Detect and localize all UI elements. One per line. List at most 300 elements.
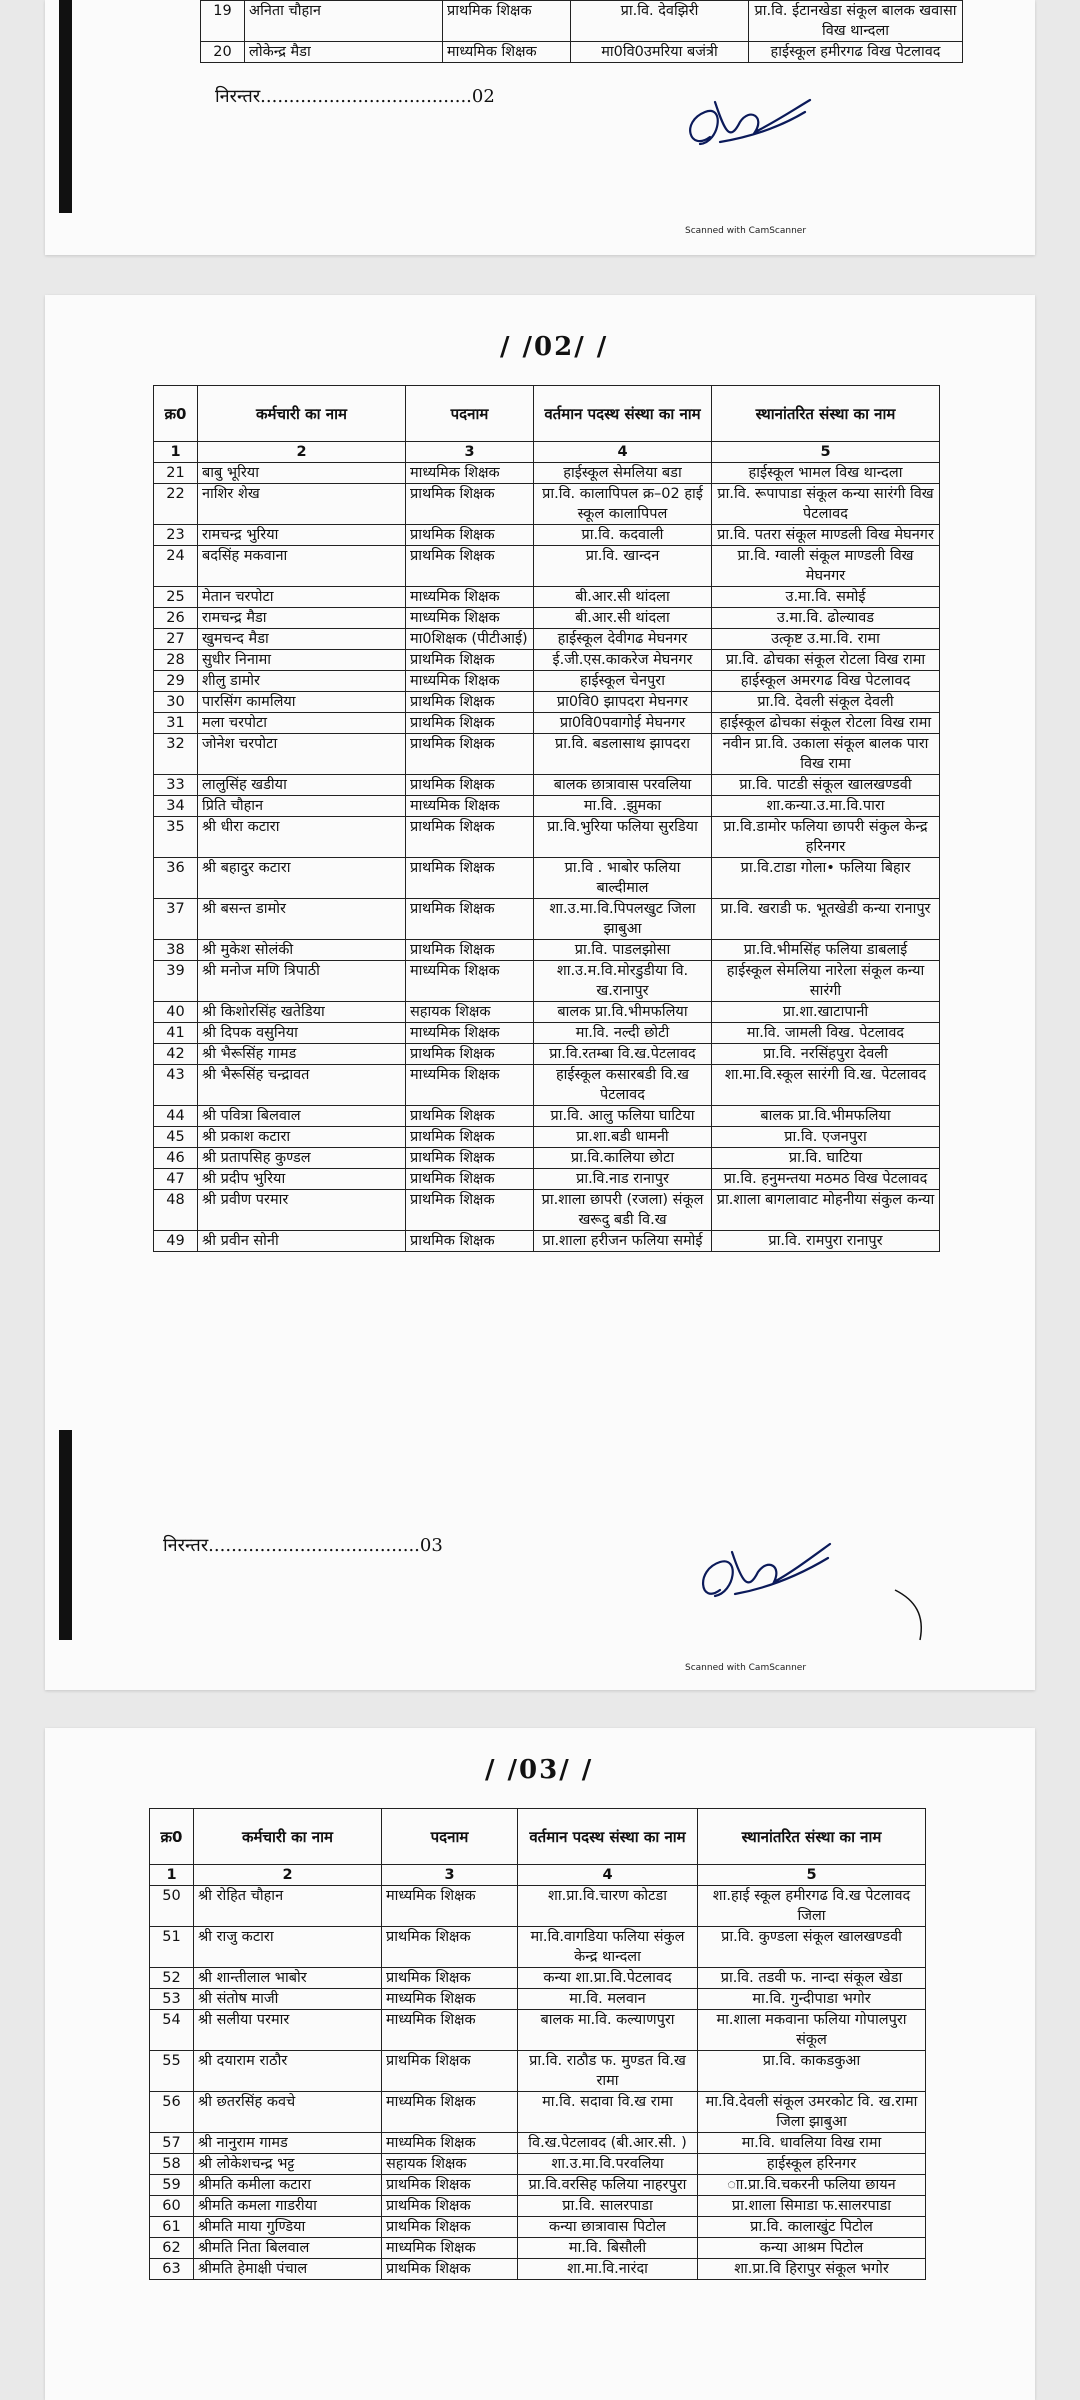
cell-name: रामचन्द्र भुरिया	[198, 525, 406, 546]
cell-transfer: प्रा.शाला सिमाडा फ.सालरपाडा	[698, 2196, 926, 2217]
cell-post: प्राथमिक शिक्षक	[406, 692, 534, 713]
table-row	[154, 671, 940, 692]
cell-current: प्रा.वि. सालरपाडा	[518, 2196, 698, 2217]
col-header-name: कर्मचारी का नाम	[198, 386, 406, 442]
cell-current: प्रा.वि.कालिया छोटा	[534, 1148, 712, 1169]
table-row	[154, 1106, 940, 1127]
document-page-2	[45, 295, 1035, 1690]
table-row	[154, 1148, 940, 1169]
cell-transfer: प्रा.शा.खाटापानी	[712, 1002, 940, 1023]
cell-post: प्राथमिक शिक्षक	[406, 546, 534, 587]
cell-current: मा.वि. मलवान	[518, 1989, 698, 2010]
table-row	[150, 2133, 926, 2154]
cell-transfer: प्रा.वि. पतरा संकूल माण्डली विख मेघनगर	[712, 525, 940, 546]
cell-name: श्री मनोज मणि त्रिपाठी	[198, 961, 406, 1002]
table-row	[150, 1886, 926, 1927]
cell-no: 48	[154, 1190, 198, 1231]
cell-post: प्राथमिक शिक्षक	[382, 1968, 518, 1989]
cell-current: बी.आर.सी थांदला	[534, 587, 712, 608]
cell-current: बालक मा.वि. कल्याणपुरा	[518, 2010, 698, 2051]
cell-post: माध्यमिक शिक्षक	[406, 961, 534, 1002]
col-index: 1	[150, 1865, 194, 1886]
cell-current: प्रा.वि. देवझिरी	[571, 1, 749, 42]
cell-current: प्रा.वि . भाबोर फलिया बाल्दीमाल	[534, 858, 712, 899]
cell-transfer: प्रा.वि. रूपापाडा संकूल कन्या सारंगी विख पेटलावद	[712, 484, 940, 525]
cell-name: श्री शान्तीलाल भाबोर	[194, 1968, 382, 1989]
cell-no: 56	[150, 2092, 194, 2133]
cell-no: 25	[154, 587, 198, 608]
col-index: 1	[154, 442, 198, 463]
cell-transfer: कन्या आश्रम पिटोल	[698, 2238, 926, 2259]
cell-name: श्री दयाराम राठौर	[194, 2051, 382, 2092]
cell-current: प्रा.वि. कालापिपल क्र–02 हाई स्कूल कालापिपल	[534, 484, 712, 525]
cell-transfer: बालक प्रा.वि.भीमफलिया	[712, 1106, 940, 1127]
cell-transfer: शा.कन्या.उ.मा.वि.पारा	[712, 796, 940, 817]
cell-current: मा.वि.वागडिया फलिया संकुल केन्द्र थान्दला	[518, 1927, 698, 1968]
cell-no: 57	[150, 2133, 194, 2154]
cell-name: श्री राजु कटारा	[194, 1927, 382, 1968]
cell-current: शा.उ.मा.वि.पिपलखुट जिला झाबुआ	[534, 899, 712, 940]
cell-post: माध्यमिक शिक्षक	[406, 671, 534, 692]
page-heading: / /03/ /	[485, 1755, 594, 1785]
cell-post: प्राथमिक शिक्षक	[406, 1148, 534, 1169]
scan-shadow-edge	[59, 1430, 72, 1640]
cell-name: खुमचन्द मैडा	[198, 629, 406, 650]
cell-current: हाईस्कूल देवीगढ मेघनगर	[534, 629, 712, 650]
signature	[690, 1530, 840, 1610]
table-row	[201, 42, 963, 63]
col-header-post: पदनाम	[382, 1809, 518, 1865]
cell-post: माध्यमिक शिक्षक	[406, 608, 534, 629]
cell-current: शा.मा.वि.नारंदा	[518, 2259, 698, 2280]
cell-post: प्राथमिक शिक्षक	[406, 940, 534, 961]
cell-post: माध्यमिक शिक्षक	[382, 2092, 518, 2133]
scan-shadow-edge	[59, 0, 72, 213]
cell-post: माध्यमिक शिक्षक	[382, 1886, 518, 1927]
cell-transfer: प्रा.वि. एजनपुरा	[712, 1127, 940, 1148]
table-row	[154, 713, 940, 734]
table-row	[150, 2175, 926, 2196]
cell-post: प्राथमिक शिक्षक	[406, 1127, 534, 1148]
cell-post: प्राथमिक शिक्षक	[406, 713, 534, 734]
cell-post: प्राथमिक शिक्षक	[406, 1190, 534, 1231]
table-row	[150, 2010, 926, 2051]
cell-name: श्री लोकेशचन्द्र भट्ट	[194, 2154, 382, 2175]
cell-transfer: प्रा.वि.डामोर फलिया छापरी संकुल केन्द्र हरिनगर	[712, 817, 940, 858]
cell-name: अनिता चौहान	[245, 1, 443, 42]
cell-no: 33	[154, 775, 198, 796]
cell-name: सुधीर निनामा	[198, 650, 406, 671]
cell-transfer: प्रा.वि. ढोचका संकूल रोटला विख रामा	[712, 650, 940, 671]
col-index: 4	[518, 1865, 698, 1886]
cell-no: 47	[154, 1169, 198, 1190]
cell-no: 37	[154, 899, 198, 940]
cell-no: 32	[154, 734, 198, 775]
signature	[670, 82, 820, 162]
table-row	[150, 2259, 926, 2280]
cell-name: श्रीमति हेमाक्षी पंचाल	[194, 2259, 382, 2280]
scanner-watermark: Scanned with CamScanner	[685, 1663, 807, 1673]
col-header-current: वर्तमान पदस्थ संस्था का नाम	[534, 386, 712, 442]
transfer-table-page-3	[149, 1808, 926, 2280]
col-index: 2	[194, 1865, 382, 1886]
document-page-3	[45, 1728, 1035, 2400]
cell-post: प्राथमिक शिक्षक	[406, 1106, 534, 1127]
cell-transfer: प्रा.वि. पाटडी संकूल खालखण्डवी	[712, 775, 940, 796]
col-header-name: कर्मचारी का नाम	[194, 1809, 382, 1865]
table-row	[154, 1127, 940, 1148]
cell-name: श्री भैरूसिंह चन्द्रावत	[198, 1065, 406, 1106]
cell-transfer: प्रा.वि. खराडी फ. भूतखेडी कन्या रानापुर	[712, 899, 940, 940]
cell-no: 58	[150, 2154, 194, 2175]
cell-transfer: प्रा.वि. ईटानखेडा संकूल बालक खवासा विख थान्दला	[749, 1, 963, 42]
page-heading: / /02/ /	[500, 332, 609, 362]
cell-name: श्री सलीया परमार	[194, 2010, 382, 2051]
cell-current: प्रा.वि.वरसिह फलिया नाहरपुरा	[518, 2175, 698, 2196]
col-header-transfer: स्थानांतरित संस्था का नाम	[698, 1809, 926, 1865]
cell-name: श्री रोहित चौहान	[194, 1886, 382, 1927]
table-row	[154, 1065, 940, 1106]
transfer-table-page-1	[200, 0, 963, 63]
cell-no: 63	[150, 2259, 194, 2280]
cell-post: प्राथमिक शिक्षक	[382, 2217, 518, 2238]
cell-no: 45	[154, 1127, 198, 1148]
cell-name: बदसिंह मकवाना	[198, 546, 406, 587]
cell-no: 59	[150, 2175, 194, 2196]
cell-name: प्रिति चौहान	[198, 796, 406, 817]
cell-current: कन्या छात्रावास पिटोल	[518, 2217, 698, 2238]
cell-transfer: उत्कृष्ट उ.मा.वि. रामा	[712, 629, 940, 650]
table-row	[150, 2092, 926, 2133]
col-header-post: पदनाम	[406, 386, 534, 442]
table-row	[154, 1044, 940, 1065]
cell-post: प्राथमिक शिक्षक	[406, 525, 534, 546]
col-index: 3	[406, 442, 534, 463]
cell-transfer: हाईस्कूल भामल विख थान्दला	[712, 463, 940, 484]
cell-current: प्रा.वि.नाड रानापुर	[534, 1169, 712, 1190]
table-row	[154, 1169, 940, 1190]
cell-current: प्रा.वि. कदवाली	[534, 525, 712, 546]
cell-name: श्री पवित्रा बिलवाल	[198, 1106, 406, 1127]
cell-no: 30	[154, 692, 198, 713]
cell-transfer: प्रा.वि. ग्वाली संकूल माण्डली विख मेघनगर	[712, 546, 940, 587]
cell-name: मला चरपोटा	[198, 713, 406, 734]
table-row	[154, 692, 940, 713]
cell-post: माध्यमिक शिक्षक	[382, 2133, 518, 2154]
cell-post: प्राथमिक शिक्षक	[443, 1, 571, 42]
cell-current: मा.वि. नल्दी छोटी	[534, 1023, 712, 1044]
cell-current: मा0वि0उमरिया बजंत्री	[571, 42, 749, 63]
cell-name: नाशिर शेख	[198, 484, 406, 525]
cell-post: प्राथमिक शिक्षक	[406, 734, 534, 775]
cell-no: 46	[154, 1148, 198, 1169]
cell-current: मा.वि. बिसौली	[518, 2238, 698, 2259]
cell-no: 54	[150, 2010, 194, 2051]
cell-transfer: मा.शाला मकवाना फलिया गोपालपुरा संकूल	[698, 2010, 926, 2051]
table-row	[154, 546, 940, 587]
cell-name: श्री किशोरसिंह खतेडिया	[198, 1002, 406, 1023]
cell-post: माध्यमिक शिक्षक	[406, 1023, 534, 1044]
cell-current: प्रा.वि. खान्दन	[534, 546, 712, 587]
cell-no: 42	[154, 1044, 198, 1065]
cell-post: प्राथमिक शिक्षक	[406, 775, 534, 796]
cell-no: 60	[150, 2196, 194, 2217]
cell-no: 24	[154, 546, 198, 587]
table-row	[150, 2154, 926, 2175]
cell-post: माध्यमिक शिक्षक	[406, 796, 534, 817]
cell-transfer: नवीन प्रा.वि. उकाला संकूल बालक पारा विख रामा	[712, 734, 940, 775]
cell-name: श्री प्रवीन सोनी	[198, 1231, 406, 1252]
cell-no: 51	[150, 1927, 194, 1968]
cell-post: प्राथमिक शिक्षक	[406, 817, 534, 858]
cell-no: 34	[154, 796, 198, 817]
cell-name: श्री प्रवीण परमार	[198, 1190, 406, 1231]
cell-name: श्री बसन्त डामोर	[198, 899, 406, 940]
cell-name: श्री भैरूसिंह गामड	[198, 1044, 406, 1065]
cell-current: प्रा.शा.बडी धामनी	[534, 1127, 712, 1148]
cell-no: 26	[154, 608, 198, 629]
col-header-transfer: स्थानांतरित संस्था का नाम	[712, 386, 940, 442]
col-index: 5	[712, 442, 940, 463]
table-row	[154, 463, 940, 484]
cell-name: शीलु डामोर	[198, 671, 406, 692]
cell-current: बी.आर.सी थांदला	[534, 608, 712, 629]
cell-no: 29	[154, 671, 198, 692]
cell-current: हाईस्कूल सेमलिया बडा	[534, 463, 712, 484]
cell-no: 39	[154, 961, 198, 1002]
cell-post: प्राथमिक शिक्षक	[382, 2051, 518, 2092]
cell-name: श्रीमति माया गुण्डिया	[194, 2217, 382, 2238]
table-row	[150, 1968, 926, 1989]
cell-name: श्री संतोष माजी	[194, 1989, 382, 2010]
cell-post: प्राथमिक शिक्षक	[382, 2259, 518, 2280]
col-index: 2	[198, 442, 406, 463]
table-row	[154, 961, 940, 1002]
transfer-table-page-2	[153, 385, 940, 1252]
cell-transfer: शा.हाई स्कूल हमीरगढ वि.ख पेटलावद जिला	[698, 1886, 926, 1927]
cell-current: शा.उ.म.वि.मोरडुडीया वि. ख.रानापुर	[534, 961, 712, 1002]
cell-name: पारसिंग कामलिया	[198, 692, 406, 713]
cell-post: प्राथमिक शिक्षक	[382, 2196, 518, 2217]
cell-transfer: हाईस्कूल ढोचका संकूल रोटला विख रामा	[712, 713, 940, 734]
col-header-no: क्र0	[150, 1809, 194, 1865]
cell-name: मेतान चरपोटा	[198, 587, 406, 608]
cell-current: ई.जी.एस.काकरेज मेघनगर	[534, 650, 712, 671]
cell-current: बालक छात्रावास परवलिया	[534, 775, 712, 796]
document-page-1	[45, 0, 1035, 255]
cell-post: प्राथमिक शिक्षक	[382, 2175, 518, 2196]
cell-name: श्री धीरा कटारा	[198, 817, 406, 858]
col-index: 5	[698, 1865, 926, 1886]
cell-current: हाईस्कूल चेनपुरा	[534, 671, 712, 692]
cell-no: 62	[150, 2238, 194, 2259]
cell-current: प्रा.शाला हरीजन फलिया समोई	[534, 1231, 712, 1252]
cell-no: 38	[154, 940, 198, 961]
table-row	[154, 1002, 940, 1023]
cell-current: प्रा0वि0पवागोई मेघनगर	[534, 713, 712, 734]
cell-transfer: उ.मा.वि. ढोल्यावड	[712, 608, 940, 629]
cell-transfer: प्रा.वि. तडवी फ. नान्दा संकूल खेडा	[698, 1968, 926, 1989]
table-row	[154, 796, 940, 817]
cell-name: श्री छतरसिंह कवचे	[194, 2092, 382, 2133]
cell-transfer: मा.वि. गुन्दीपाडा भगोर	[698, 1989, 926, 2010]
cell-post: माध्यमिक शिक्षक	[382, 2238, 518, 2259]
pen-mark	[890, 1585, 950, 1645]
cell-transfer: प्रा.वि.भीमसिंह फलिया डाबलाई	[712, 940, 940, 961]
cell-name: श्री प्रतापसिह कुण्डल	[198, 1148, 406, 1169]
cell-name: लालुसिंह खडीया	[198, 775, 406, 796]
cell-no: 35	[154, 817, 198, 858]
cell-transfer: उ.मा.वि. समोई	[712, 587, 940, 608]
cell-transfer: ाा.प्रा.वि.चकरनी फलिया छायन	[698, 2175, 926, 2196]
cell-current: प्रा.वि. पाडलझोसा	[534, 940, 712, 961]
cell-no: 40	[154, 1002, 198, 1023]
cell-post: प्राथमिक शिक्षक	[406, 1044, 534, 1065]
table-row	[154, 817, 940, 858]
cell-no: 27	[154, 629, 198, 650]
cell-current: मा.वि. .झुमका	[534, 796, 712, 817]
cell-name: श्री दिपक वसुनिया	[198, 1023, 406, 1044]
cell-no: 23	[154, 525, 198, 546]
cell-post: माध्यमिक शिक्षक	[443, 42, 571, 63]
cell-transfer: मा.वि.देवली संकूल उमरकोट वि. ख.रामा जिला झाबुआ	[698, 2092, 926, 2133]
cell-no: 21	[154, 463, 198, 484]
cell-post: माध्यमिक शिक्षक	[406, 463, 534, 484]
cell-transfer: हाईस्कूल हरिनगर	[698, 2154, 926, 2175]
cell-name: श्रीमति कमीला कटारा	[194, 2175, 382, 2196]
cell-transfer: प्रा.वि. कालाखुंट पिटोल	[698, 2217, 926, 2238]
cell-current: शा.प्रा.वि.चारण कोटडा	[518, 1886, 698, 1927]
cell-name: श्री प्रकाश कटारा	[198, 1127, 406, 1148]
cell-post: प्राथमिक शिक्षक	[382, 1927, 518, 1968]
cell-no: 28	[154, 650, 198, 671]
scanner-watermark: Scanned with CamScanner	[685, 226, 807, 236]
cell-no: 55	[150, 2051, 194, 2092]
continued-label: निरन्तर.....................................03	[163, 1535, 443, 1556]
cell-current: प्रा.वि. राठौड फ. मुण्डत वि.ख रामा	[518, 2051, 698, 2092]
cell-transfer: प्रा.वि. घाटिया	[712, 1148, 940, 1169]
table-row	[154, 608, 940, 629]
cell-post: प्राथमिक शिक्षक	[406, 899, 534, 940]
table-row	[150, 2051, 926, 2092]
cell-current: मा.वि. सदावा वि.ख रामा	[518, 2092, 698, 2133]
cell-no: 41	[154, 1023, 198, 1044]
continued-label: निरन्तर.....................................02	[215, 86, 495, 107]
cell-current: प्रा.वि. आलु फलिया घाटिया	[534, 1106, 712, 1127]
cell-current: प्रा.वि. बडलासाथ झापदरा	[534, 734, 712, 775]
col-header-current: वर्तमान पदस्थ संस्था का नाम	[518, 1809, 698, 1865]
table-row	[154, 525, 940, 546]
cell-transfer: हाईस्कूल हमीरगढ विख पेटलावद	[749, 42, 963, 63]
cell-current: बालक प्रा.वि.भीमफलिया	[534, 1002, 712, 1023]
table-row	[154, 629, 940, 650]
cell-current: प्रा.वि.रतम्बा वि.ख.पेटलावद	[534, 1044, 712, 1065]
cell-name: श्रीमति कमला गाडरीया	[194, 2196, 382, 2217]
cell-post: प्राथमिक शिक्षक	[406, 484, 534, 525]
cell-transfer: शा.मा.वि.स्कूल सारंगी वि.ख. पेटलावद	[712, 1065, 940, 1106]
cell-post: सहायक शिक्षक	[406, 1002, 534, 1023]
cell-no: 53	[150, 1989, 194, 2010]
table-row	[154, 899, 940, 940]
table-row	[150, 2238, 926, 2259]
cell-no: 31	[154, 713, 198, 734]
cell-name: श्री बहादुर कटारा	[198, 858, 406, 899]
cell-no: 20	[201, 42, 245, 63]
cell-transfer: प्रा.वि. हनुमन्तया मठमठ विख पेटलावद	[712, 1169, 940, 1190]
cell-transfer: शा.प्रा.वि हिरापुर संकूल भगोर	[698, 2259, 926, 2280]
table-row	[201, 1, 963, 42]
cell-name: बाबु भूरिया	[198, 463, 406, 484]
cell-current: वि.ख.पेटलावद (बी.आर.सी. )	[518, 2133, 698, 2154]
cell-transfer: प्रा.वि. रामपुरा रानापुर	[712, 1231, 940, 1252]
cell-current: प्रा0वि0 झापदरा मेघनगर	[534, 692, 712, 713]
cell-name: श्री प्रदीप भुरिया	[198, 1169, 406, 1190]
table-row	[154, 1023, 940, 1044]
cell-post: प्राथमिक शिक्षक	[406, 1169, 534, 1190]
cell-no: 52	[150, 1968, 194, 1989]
cell-name: श्रीमति निता बिलवाल	[194, 2238, 382, 2259]
cell-post: माध्यमिक शिक्षक	[406, 1065, 534, 1106]
table-row	[150, 1927, 926, 1968]
cell-post: माध्यमिक शिक्षक	[406, 587, 534, 608]
table-row	[150, 1989, 926, 2010]
table-row	[154, 1190, 940, 1231]
cell-transfer: हाईस्कूल सेमलिया नारेला संकूल कन्या सारंगी	[712, 961, 940, 1002]
cell-post: माध्यमिक शिक्षक	[382, 1989, 518, 2010]
cell-name: जोनेश चरपोटा	[198, 734, 406, 775]
cell-name: श्री नानुराम गामड	[194, 2133, 382, 2154]
cell-current: प्रा.शाला छापरी (रजला) संकूल खरूदु बडी वि.ख	[534, 1190, 712, 1231]
cell-post: मा0शिक्षक (पीटीआई)	[406, 629, 534, 650]
table-row	[154, 1231, 940, 1252]
cell-post: माध्यमिक शिक्षक	[382, 2010, 518, 2051]
cell-no: 36	[154, 858, 198, 899]
cell-current: प्रा.वि.भुरिया फलिया सुरडिया	[534, 817, 712, 858]
table-row	[154, 734, 940, 775]
table-row	[154, 650, 940, 671]
cell-transfer: प्रा.वि. कुण्डला संकूल खालखण्डवी	[698, 1927, 926, 1968]
cell-transfer: प्रा.वि. काकडकुआ	[698, 2051, 926, 2092]
table-row	[154, 484, 940, 525]
cell-current: हाईस्कूल कसारबडी वि.ख पेटलावद	[534, 1065, 712, 1106]
cell-no: 43	[154, 1065, 198, 1106]
cell-current: कन्या शा.प्रा.वि.पेटलावद	[518, 1968, 698, 1989]
cell-post: प्राथमिक शिक्षक	[406, 1231, 534, 1252]
cell-name: लोकेन्द्र मैडा	[245, 42, 443, 63]
table-row	[154, 858, 940, 899]
table-row	[150, 2217, 926, 2238]
cell-transfer: मा.वि. धावलिया विख रामा	[698, 2133, 926, 2154]
cell-post: सहायक शिक्षक	[382, 2154, 518, 2175]
cell-name: रामचन्द्र मैडा	[198, 608, 406, 629]
cell-no: 61	[150, 2217, 194, 2238]
table-row	[150, 2196, 926, 2217]
cell-no: 50	[150, 1886, 194, 1927]
col-index: 3	[382, 1865, 518, 1886]
cell-no: 44	[154, 1106, 198, 1127]
cell-no: 19	[201, 1, 245, 42]
table-row	[154, 940, 940, 961]
table-row	[154, 775, 940, 796]
table-row	[154, 587, 940, 608]
cell-no: 49	[154, 1231, 198, 1252]
cell-post: प्राथमिक शिक्षक	[406, 858, 534, 899]
cell-no: 22	[154, 484, 198, 525]
cell-name: श्री मुकेश सोलंकी	[198, 940, 406, 961]
cell-transfer: मा.वि. जामली विख. पेटलावद	[712, 1023, 940, 1044]
cell-transfer: प्रा.वि. देवली संकूल देवली	[712, 692, 940, 713]
cell-transfer: प्रा.वि. नरसिंहपुरा देवली	[712, 1044, 940, 1065]
